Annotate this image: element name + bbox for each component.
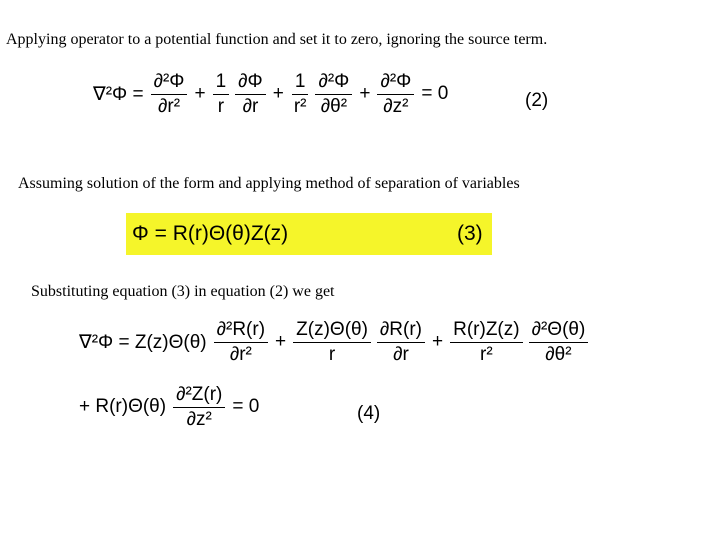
eq2-term3-num: ∂²Φ [315, 72, 352, 95]
eq2-plus2: + [272, 83, 284, 105]
eq4-term-f [173, 385, 225, 430]
eq2-term3-coef-num: 1 [292, 72, 309, 95]
eq4-term-b-den: r [328, 343, 336, 365]
eq2-term3-coef-den: r² [293, 95, 307, 117]
eq2-term1-num: ∂²Φ [151, 72, 188, 95]
eq4-term-c [377, 320, 425, 365]
equation-4-line2 [75, 385, 263, 430]
eq2-term4-den: ∂z² [383, 95, 409, 117]
eq2-term2 [235, 72, 266, 117]
equation-2 [89, 72, 452, 117]
eq4-term-c-den: ∂r [393, 343, 409, 365]
eq2-term2-coef-den: r [217, 95, 225, 117]
eq2-lhs: ∇²Φ = [93, 83, 144, 105]
eq2-plus1: + [194, 83, 206, 105]
eq4-term-e [529, 320, 589, 365]
equation-4-line1 [75, 320, 591, 365]
eq4-line2-prefix: + R(r)Θ(θ) [79, 396, 167, 418]
eq2-term2-coef [213, 72, 230, 117]
eq2-term3-den: ∂θ² [320, 95, 348, 117]
eq4-plus1: + [275, 331, 287, 353]
eq2-term4-num: ∂²Φ [377, 72, 414, 95]
eq4-plus2: + [432, 331, 444, 353]
eq4-term-a-den: ∂r² [229, 343, 252, 365]
assume-text: Assuming solution of the form and applying method of separation of variables [18, 175, 520, 192]
eq2-term2-coef-num: 1 [213, 72, 230, 95]
eq4-term-f-den: ∂z² [186, 408, 212, 430]
eq2-term4 [377, 72, 414, 117]
eq2-term2-num: ∂Φ [235, 72, 266, 95]
eq2-term2-den: ∂r [242, 95, 259, 117]
eq2-term1-den: ∂r² [157, 95, 181, 117]
eq4-term-d-num: R(r)Z(z) [450, 320, 522, 343]
eq4-term-c-num: ∂R(r) [377, 320, 425, 343]
eq4-term-f-num: ∂²Z(r) [173, 385, 225, 408]
eq2-plus3: + [359, 83, 371, 105]
eq4-term-a-num: ∂²R(r) [214, 320, 268, 343]
substitute-text: Substituting equation (3) in equation (2) we get [31, 283, 335, 300]
eq2-term1 [151, 72, 188, 117]
eq2-term3 [315, 72, 352, 117]
eq4-term-b [293, 320, 371, 365]
eq4-term-b-num: Z(z)Θ(θ) [293, 320, 371, 343]
eq4-number: (4) [357, 403, 381, 424]
eq2-term3-coef [291, 72, 310, 117]
eq4-term-d-den: r² [480, 343, 493, 365]
eq4-term-a [214, 320, 268, 365]
eq4-term-e-num: ∂²Θ(θ) [529, 320, 589, 343]
eq3-number: (3) [457, 222, 483, 245]
eq3-expression: Φ = R(r)Θ(θ)Z(z) [132, 222, 289, 245]
eq2-number: (2) [525, 90, 549, 111]
eq2-rhs: = 0 [421, 83, 449, 105]
eq4-rhs: = 0 [232, 396, 260, 418]
eq4-term-e-den: ∂θ² [545, 343, 572, 365]
eq4-term-d [450, 320, 522, 365]
eq4-lhs: ∇²Φ = Z(z)Θ(θ) [79, 331, 207, 353]
intro-text: Applying operator to a potential function and set it to zero, ignoring the source term. [6, 31, 548, 48]
